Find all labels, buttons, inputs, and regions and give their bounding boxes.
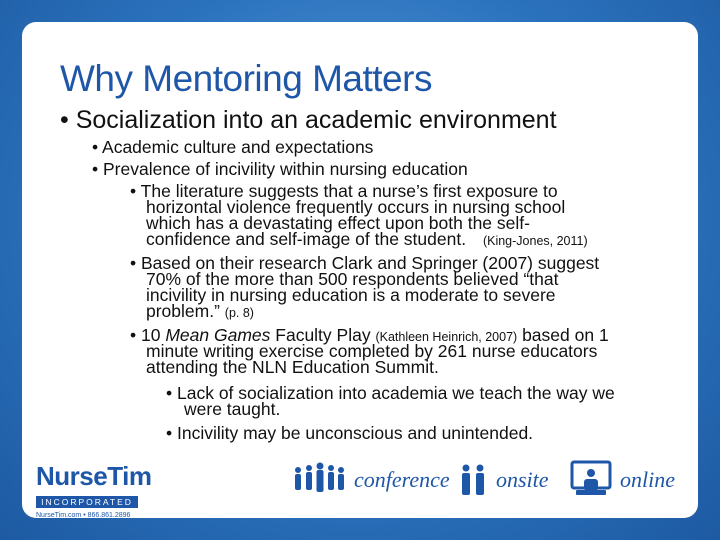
bullet-level4: • Lack of socialization into academia we teach the way we [166, 383, 615, 403]
bullet-level3-line: • Based on their research Clark and Springer (2007) suggest [130, 253, 600, 273]
nursetim-logo [36, 461, 151, 519]
computer-user-icon [570, 459, 612, 501]
logo-name: NurseTim [36, 461, 152, 491]
bullet-level3-line: horizontal violence frequently occurs in nursing school [146, 197, 566, 217]
people-pair-icon [458, 460, 488, 500]
onsite-badge [458, 460, 549, 500]
online-badge [570, 460, 675, 500]
citation: (p. 8) [224, 306, 254, 320]
bullet-level4: • Incivility may be unconscious and unintended. [166, 423, 534, 443]
bullet-level3-line: 70% of the more than 500 respondents believed “that [146, 269, 559, 289]
bullet-level2: • Prevalence of incivility within nursing education [92, 159, 468, 179]
bullet-level3-line: attending the NLN Education Summit. [146, 357, 439, 377]
slide-title: Why Mentoring Matters [60, 58, 432, 99]
bullet-level2: • Academic culture and expectations [92, 137, 374, 157]
bullet-level3-line: confidence and self-image of the student. [146, 229, 467, 249]
bullet-level3-line: Faculty Play [275, 325, 371, 345]
bullet-level3-line: minute writing exercise completed by 261 nurse educators [146, 341, 598, 361]
bullet-level3-line: • 10 [130, 325, 161, 345]
bullet-level3-line: • The literature suggests that a nurse’s first exposure to [130, 181, 558, 201]
citation: (Kathleen Heinrich, 2007) [375, 330, 518, 344]
people-group-icon [292, 460, 346, 500]
emphasis-mean-games: Mean Games [165, 325, 271, 345]
citation: (King-Jones, 2011) [482, 234, 588, 248]
conference-label: conference [354, 467, 450, 492]
bullet-level3-line: which has a devastating effect upon both the self- [146, 213, 530, 233]
bullet-level3-line: problem.” [146, 301, 220, 321]
onsite-label: onsite [496, 467, 549, 492]
bullet-level4: were taught. [184, 399, 281, 419]
conference-badge [292, 460, 450, 500]
bullet-level3-line: based on 1 [522, 325, 609, 345]
logo-contact: NurseTim.com • 866.861.2896 [36, 512, 131, 519]
logo-incorporated: INCORPORATED [36, 496, 138, 508]
online-label: online [620, 467, 675, 492]
bullet-level1: • Socialization into an academic environment [60, 106, 557, 134]
bullet-level3-line: incivility in nursing education is a moderate to severe [146, 285, 556, 305]
